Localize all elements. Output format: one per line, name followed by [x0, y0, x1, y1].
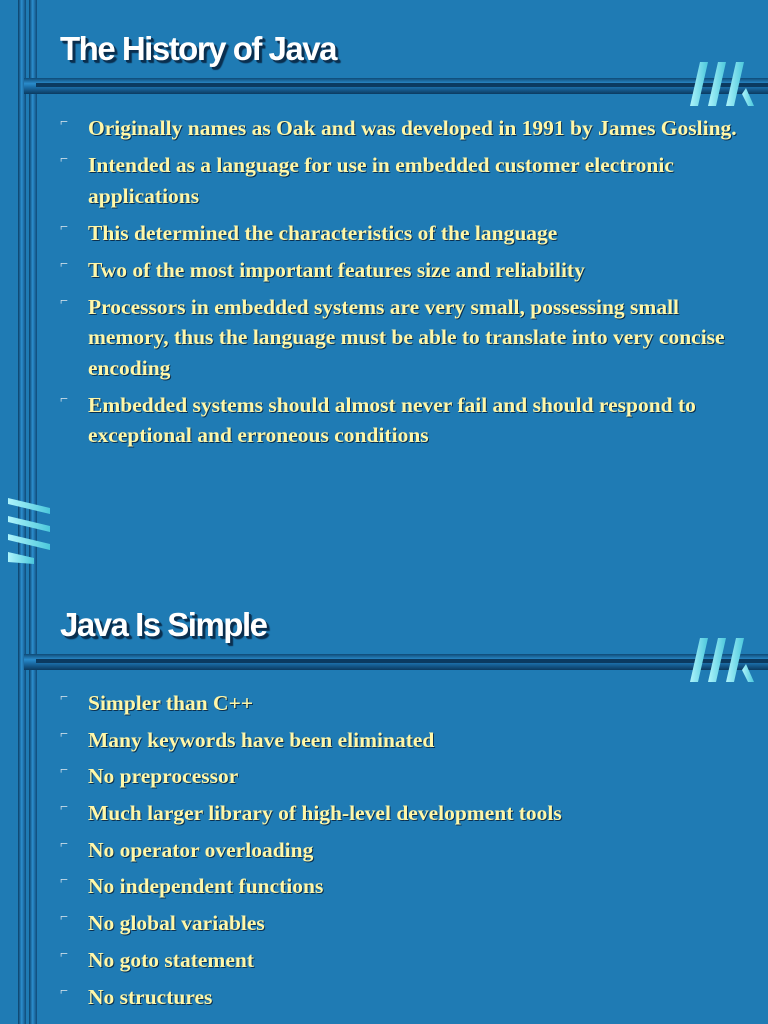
list-item: ⌐ Originally names as Oak and was developed in 1991 by James Gosling. [60, 115, 737, 140]
list-item: ⌐ Many keywords have been eliminated [60, 726, 435, 752]
list-item: ⌐ No preprocessor [60, 763, 239, 789]
bullet-glyph-icon: ⌐ [60, 293, 68, 309]
list-item: ⌐ Simpler than C++ [60, 690, 254, 715]
bullet-glyph-icon: ⌐ [60, 763, 68, 779]
frame-bar-left-inner [29, 576, 37, 1024]
list-item: ⌐ No global variables [60, 910, 265, 936]
bullet-list [60, 113, 738, 457]
bullet-glyph-icon: ⌐ [60, 800, 68, 816]
list-item: ⌐ Much larger library of high-level development tools [60, 800, 562, 826]
bullet-glyph-icon: ⌐ [60, 726, 68, 742]
list-item: ⌐ Processors in embedded systems are very small, possessing small memory, thus the language must be able to translate into very concise encoding [60, 293, 725, 380]
bullet-glyph-icon: ⌐ [60, 152, 68, 167]
title-separator-bar [24, 78, 768, 94]
slide-title: The History of Java [60, 30, 336, 67]
bullet-glyph-icon: ⌐ [60, 256, 68, 272]
list-item: ⌐ This determined the characteristics of the language [60, 219, 558, 245]
bullet-glyph-icon: ⌐ [60, 219, 68, 235]
list-item: ⌐ No operator overloading [60, 836, 314, 862]
bullet-glyph-icon: ⌐ [60, 690, 68, 705]
bullet-glyph-icon: ⌐ [60, 873, 68, 889]
list-item: ⌐ No structures [60, 983, 213, 1009]
deco-stripes-logo-icon [688, 60, 758, 108]
title-separator-bar [24, 654, 768, 670]
bullet-glyph-icon: ⌐ [60, 836, 68, 852]
bullet-glyph-icon: ⌐ [60, 115, 68, 130]
list-item: ⌐ No independent functions [60, 873, 324, 899]
bullet-glyph-icon: ⌐ [60, 910, 68, 926]
slide-title: Java Is Simple [60, 606, 267, 643]
bullet-glyph-icon: ⌐ [60, 983, 68, 999]
bullet-glyph-icon: ⌐ [60, 391, 68, 407]
bullet-glyph-icon: ⌐ [60, 946, 68, 962]
list-item: ⌐ Embedded systems should almost never fail and should respond to exceptional and erroneous conditions [60, 391, 696, 447]
list-item: ⌐ Two of the most important features size and reliability [60, 256, 585, 282]
deco-stripes-logo-icon [688, 636, 758, 684]
slide-java-is-simple [0, 576, 768, 1024]
bullet-list [60, 688, 738, 1018]
frame-bar-left [18, 576, 26, 1024]
deco-stripes-logo-small-icon [4, 494, 54, 564]
list-item: ⌐ No goto statement [60, 946, 254, 972]
list-item: ⌐ Intended as a language for use in embedded customer electronic applications [60, 152, 674, 208]
